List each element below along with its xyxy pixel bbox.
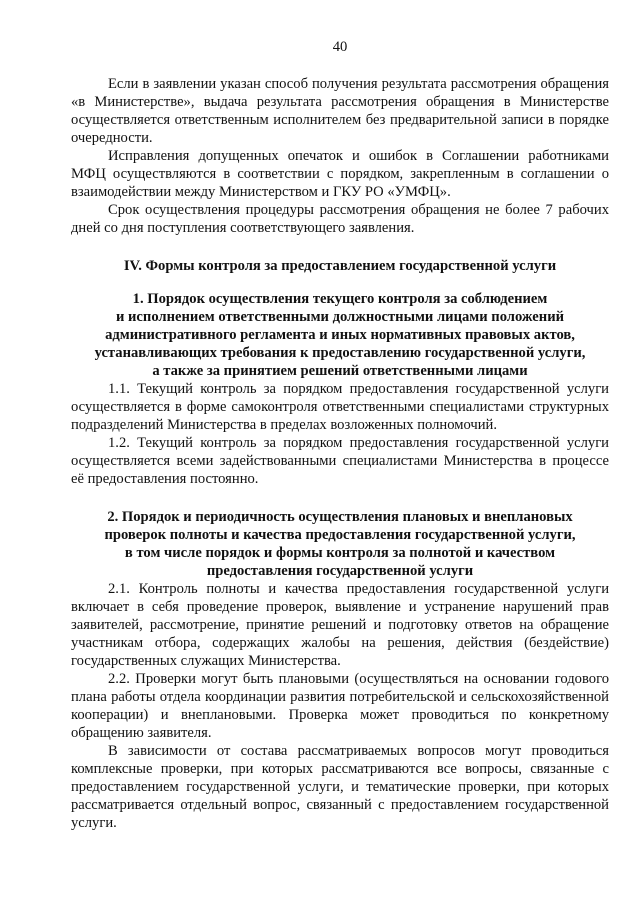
subsection-1-heading-line: устанавливающих требования к предоставлению государственной услуги, bbox=[94, 345, 586, 361]
section-iv-heading: IV. Формы контроля за предоставлением государственной услуги bbox=[123, 258, 557, 274]
paragraph-2-1: 2.1. Контроль полноты и качества предоставления государственной услуги включает в себя проведение проверок, выявление и устранение нарушений прав заявителей, рассмотрение, принятие решений и подготовку ответов на обращение участникам отбора, содержащих жалобы на решения, действия (бездействие) государственных служащих Министерства. bbox=[71, 581, 609, 669]
subsection-2-heading-line: проверок полноты и качества предоставления государственной услуги, bbox=[104, 527, 576, 543]
page-number: 40 bbox=[332, 39, 348, 55]
paragraph-typo-corrections: Исправления допущенных опечаток и ошибок в Соглашении работниками МФЦ осуществляются в соответствии с порядком, закрепленным в соглашении о взаимодействии между Министерством и ГКУ РО «УМФЦ». bbox=[71, 148, 609, 200]
subsection-1-heading bbox=[71, 290, 609, 380]
paragraph-processing-deadline: Срок осуществления процедуры рассмотрения обращения не более 7 рабочих дней со дня поступления соответствующего заявления. bbox=[71, 202, 609, 236]
subsection-2-heading-line: предоставления государственной услуги bbox=[206, 563, 474, 579]
paragraph-2-2: 2.2. Проверки могут быть плановыми (осуществляться на основании годового плана работы отдела координации развития потребительской и сельскохозяйственной кооперации) и внеплановыми. Проверка может проводиться по конкретному обращению заявителя. bbox=[71, 671, 609, 741]
subsection-1-heading-line: 1. Порядок осуществления текущего контроля за соблюдением bbox=[132, 291, 548, 307]
subsection-2-heading bbox=[71, 508, 609, 580]
subsection-1-heading-line: а также за принятием решений ответственными лицами bbox=[152, 363, 528, 379]
paragraph-inspection-types: В зависимости от состава рассматриваемых вопросов могут проводиться комплексные проверки, при которых рассматриваются все вопросы, связанные с предоставлением государственной услуги, и тематические проверки, при которых рассматривается отдельный вопрос, связанный с предоставлением государственной услуги. bbox=[71, 743, 609, 831]
subsection-2-heading-line: в том числе порядок и формы контроля за полнотой и качеством bbox=[124, 545, 556, 561]
paragraph-1-1: 1.1. Текущий контроль за порядком предоставления государственной услуги осуществляется в форме самоконтроля ответственными специалистами структурных подразделений Министерства в пределах возложенных полномочий. bbox=[71, 381, 609, 433]
document-page bbox=[71, 38, 609, 832]
subsection-1-heading-line: и исполнением ответственными должностными лицами положений bbox=[115, 309, 565, 325]
subsection-2-heading-line: 2. Порядок и периодичность осуществления плановых и внеплановых bbox=[107, 509, 573, 525]
paragraph-result-issuance: Если в заявлении указан способ получения результата рассмотрения обращения «в Министерстве», выдача результата рассмотрения обращения в Министерстве осуществляется ответственным исполнителем без предварительной записи в порядке очередности. bbox=[71, 76, 609, 146]
subsection-1-heading-line: административного регламента и иных нормативных правовых актов, bbox=[105, 327, 575, 343]
paragraph-1-2: 1.2. Текущий контроль за порядком предоставления государственной услуги осуществляется всеми задействованными специалистами Министерства в процессе её предоставления постоянно. bbox=[71, 435, 609, 487]
